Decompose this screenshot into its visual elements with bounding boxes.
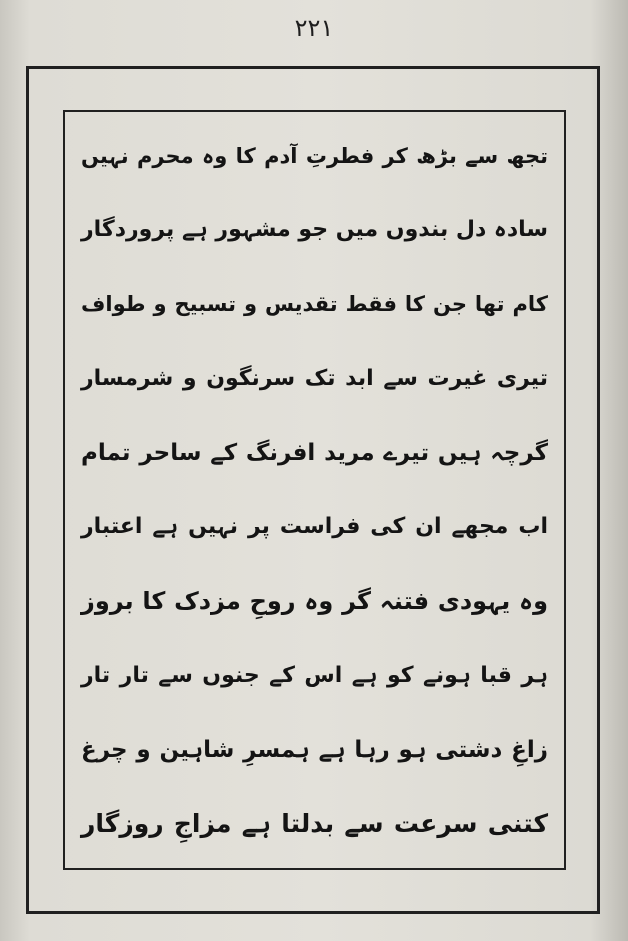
inner-border-frame — [63, 110, 566, 870]
verse-line-9: زاغِ دشتی ہو رہا ہے ہمسرِ شاہین و چرغ — [81, 736, 548, 763]
outer-border-frame — [26, 66, 600, 914]
poem-verses — [81, 126, 548, 854]
verse-line-4: تیری غیرت سے ابد تک سرنگون و شرمسار — [81, 365, 548, 391]
verse-line-3: کام تھا جن کا فقط تقدیس و تسبیح و طواف — [81, 292, 548, 317]
page-number: ۲۲۱ — [294, 14, 334, 42]
verse-line-7: وہ یہودی فتنہ گر وہ روحِ مزدک کا بروز — [81, 587, 548, 616]
verse-line-2: سادہ دل بندوں میں جو مشہور ہے پروردگار — [81, 217, 548, 243]
verse-line-1: تجھ سے بڑھ کر فطرتِ آدم کا وہ محرم نہیں — [81, 144, 548, 168]
verse-line-5: گرچہ ہیں تیرے مرید افرنگ کے ساحر تمام — [81, 439, 548, 466]
verse-line-10: کتنی سرعت سے بدلتا ہے مزاجِ روزگار — [81, 808, 548, 838]
verse-line-8: ہر قبا ہونے کو ہے اس کے جنوں سے تار تار — [81, 662, 548, 688]
verse-line-6: اب مجھے ان کی فراست پر نہیں ہے اعتبار — [81, 514, 548, 540]
